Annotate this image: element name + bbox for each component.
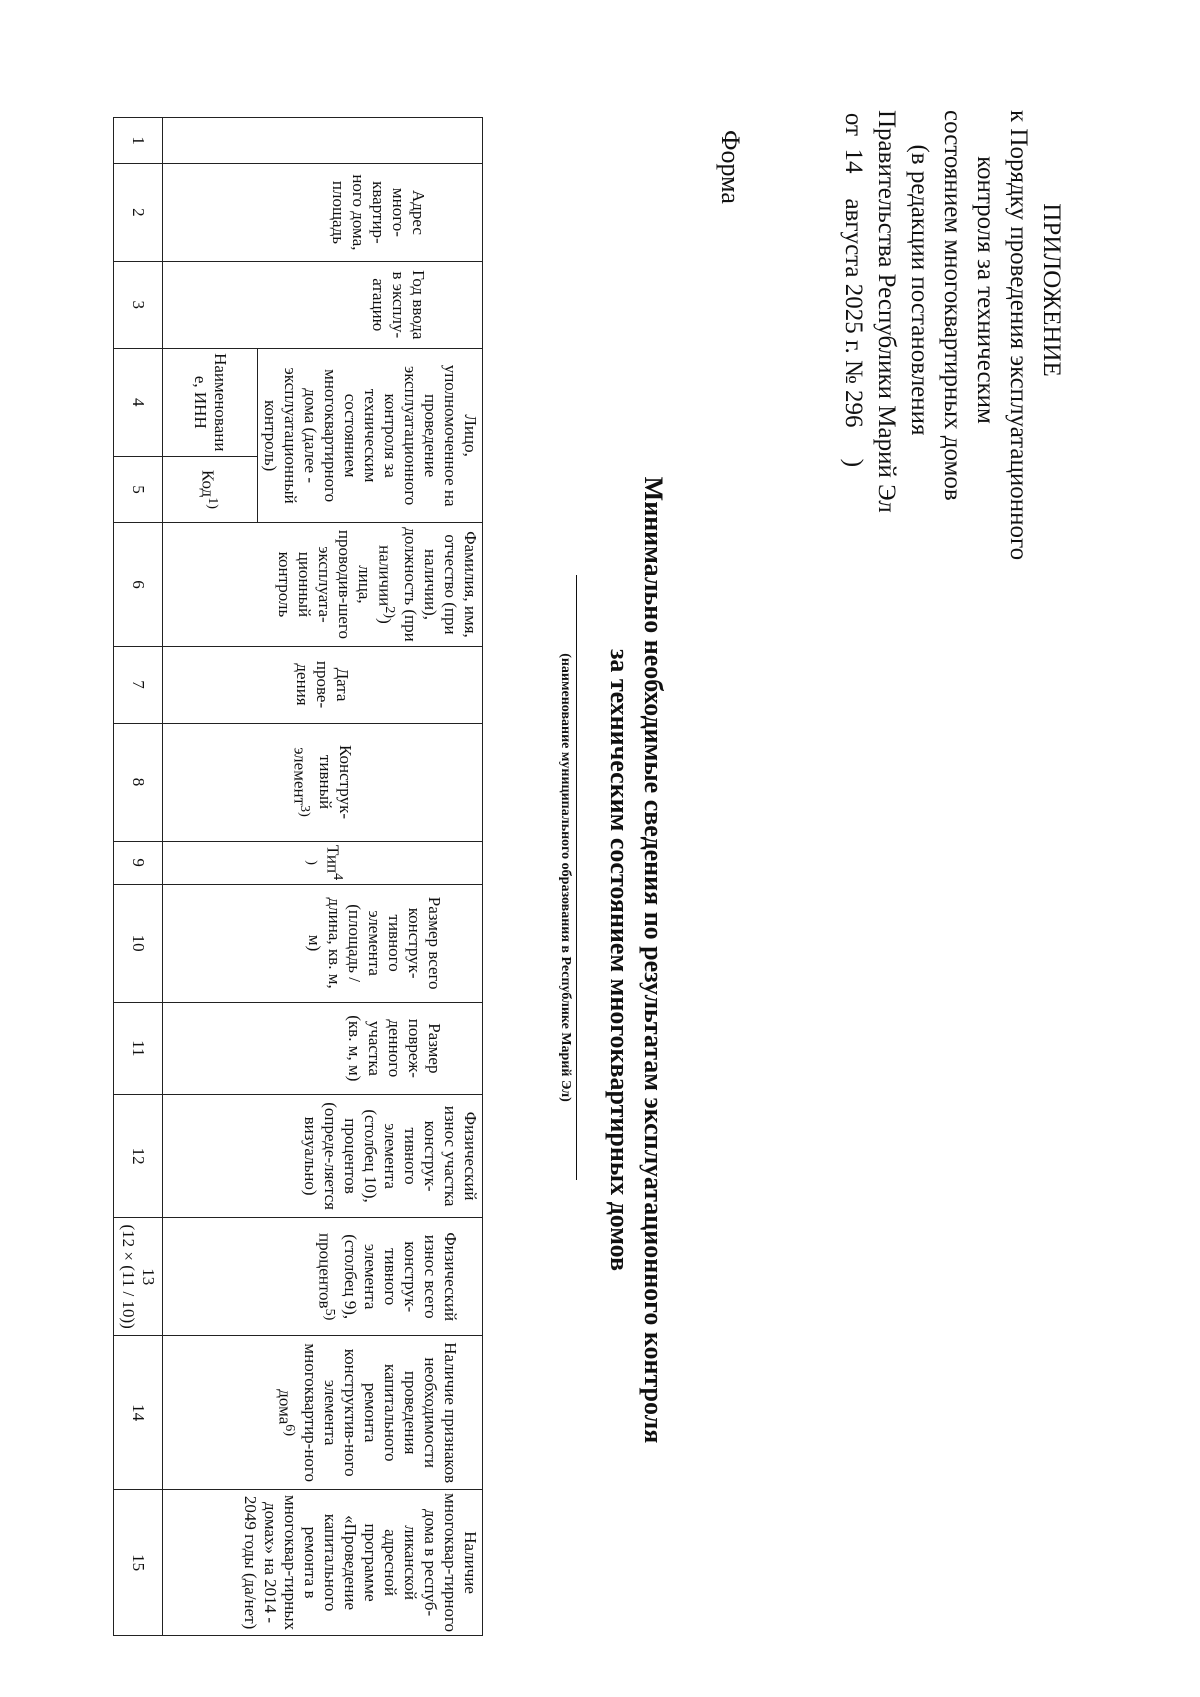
column-number: 12 [114, 1095, 163, 1218]
document-title-line-1: Минимально необходимые сведения по результатам эксплуатационного контроля [639, 476, 668, 1444]
header-structural-element [163, 723, 483, 841]
footnote-4: 4) [304, 860, 347, 881]
footnote-2: 2) [382, 606, 398, 619]
footnote-1: 1) [204, 497, 221, 509]
form-table [113, 117, 483, 1636]
column-number: 2 [114, 164, 163, 262]
header-cell-1 [163, 118, 483, 164]
document-title-line-2: за техническим состоянием многоквартирных домов [605, 648, 634, 1272]
header-repair-signs [163, 1336, 483, 1490]
header-section-wear: Физический износ участка конструк-тивного элемента (столбец 10), процентов (опреде-ляется визуально) [163, 1095, 483, 1218]
column-number: 13 [139, 1268, 158, 1286]
header-element-wear [163, 1218, 483, 1336]
header-damaged-size: Размер повреж-денного участка (кв. м, м) [163, 1002, 483, 1094]
header-inspector [163, 523, 483, 646]
header-repair-signs-text: Наличие признаков необходимости проведения капитального ремонта конструктив-ного элемента многоквартир-ного дома [275, 1342, 460, 1484]
column-number: 3 [114, 261, 163, 348]
column-number: 7 [114, 646, 163, 723]
municipality-caption: (наименование муниципального образования в Республике Марий Эл) [557, 575, 577, 1180]
header-structural-element-text: Конструк-тивный элемент [290, 745, 356, 819]
column-number: 14 [114, 1336, 163, 1490]
column-number: 11 [114, 1002, 163, 1094]
header-element-size: Размер всего конструк-тивного элемента (площадь / длина, кв. м, м) [163, 884, 483, 1002]
header-element-wear-text: Физический износ всего конструк-тивного элемента (столбец 9), процентов [315, 1232, 460, 1322]
appendix-line-1: к Порядку проведения эксплуатационного [1005, 110, 1032, 561]
header-authorized-person: Лицо, уполномоченное на проведение эксплуатационного контроля за техническим состоянием многоквартирного дома (далее - эксплуатационный контроль) [258, 348, 483, 522]
column-number: 15 [114, 1490, 163, 1636]
form-label: Форма [716, 130, 745, 204]
appendix-title: ПРИЛОЖЕНИЕ [1038, 203, 1065, 377]
appendix-line-4: (в редакции постановления [906, 144, 933, 436]
appendix-line-3: состоянием многоквартирных домов [939, 110, 966, 501]
appendix-line-2: контроля за техническим [972, 156, 999, 424]
column-number: 4 [114, 348, 163, 456]
appendix-line-5: Правительства Республики Марий Эл [873, 110, 900, 513]
column-number: 5 [114, 456, 163, 523]
header-address: Адрес много-квартир-ного дома, площадь [163, 164, 483, 262]
header-inspector-tail: ) лица, проводив-шего эксплуата-ционный контроль [275, 529, 395, 640]
document-title [602, 300, 670, 1620]
header-type [163, 841, 483, 884]
column-numbers-row [114, 118, 163, 1636]
footnote-3: 3) [297, 805, 314, 817]
header-commission-year: Год ввода в эксплу-атацию [163, 261, 483, 348]
column-number-formula [114, 1218, 163, 1336]
header-name-inn: Наименование, ИНН [163, 348, 258, 456]
column-number: 1 [114, 118, 163, 164]
column-number: 9 [114, 841, 163, 884]
appendix-header [837, 110, 1068, 561]
column-number: 6 [114, 523, 163, 646]
appendix-line-6: от 14 августа 2025 г. № 296 ) [840, 112, 867, 468]
column-number: 8 [114, 723, 163, 841]
header-type-text: Тип [323, 844, 343, 874]
header-code [163, 456, 258, 523]
table-header-row [258, 118, 483, 1636]
footnote-5: 5) [322, 1308, 338, 1321]
header-program-inclusion: Наличие многоквар-тирного дома в респуб-ликанской адресной программе «Проведение капитального ремонта в многоквар-тирных домах» на 2014 - 2049 годы (да/нет) [163, 1490, 483, 1636]
footnote-6: 6) [282, 1424, 298, 1437]
header-code-text: Код [198, 470, 218, 498]
column-number: 10 [114, 884, 163, 1002]
header-date: Дата прове-дения [163, 646, 483, 723]
header-inspector-text: Фамилия, имя, отчество (при наличии), должность (при наличии [375, 527, 480, 642]
formula: (12 × (11 / 10)) [119, 1224, 138, 1329]
